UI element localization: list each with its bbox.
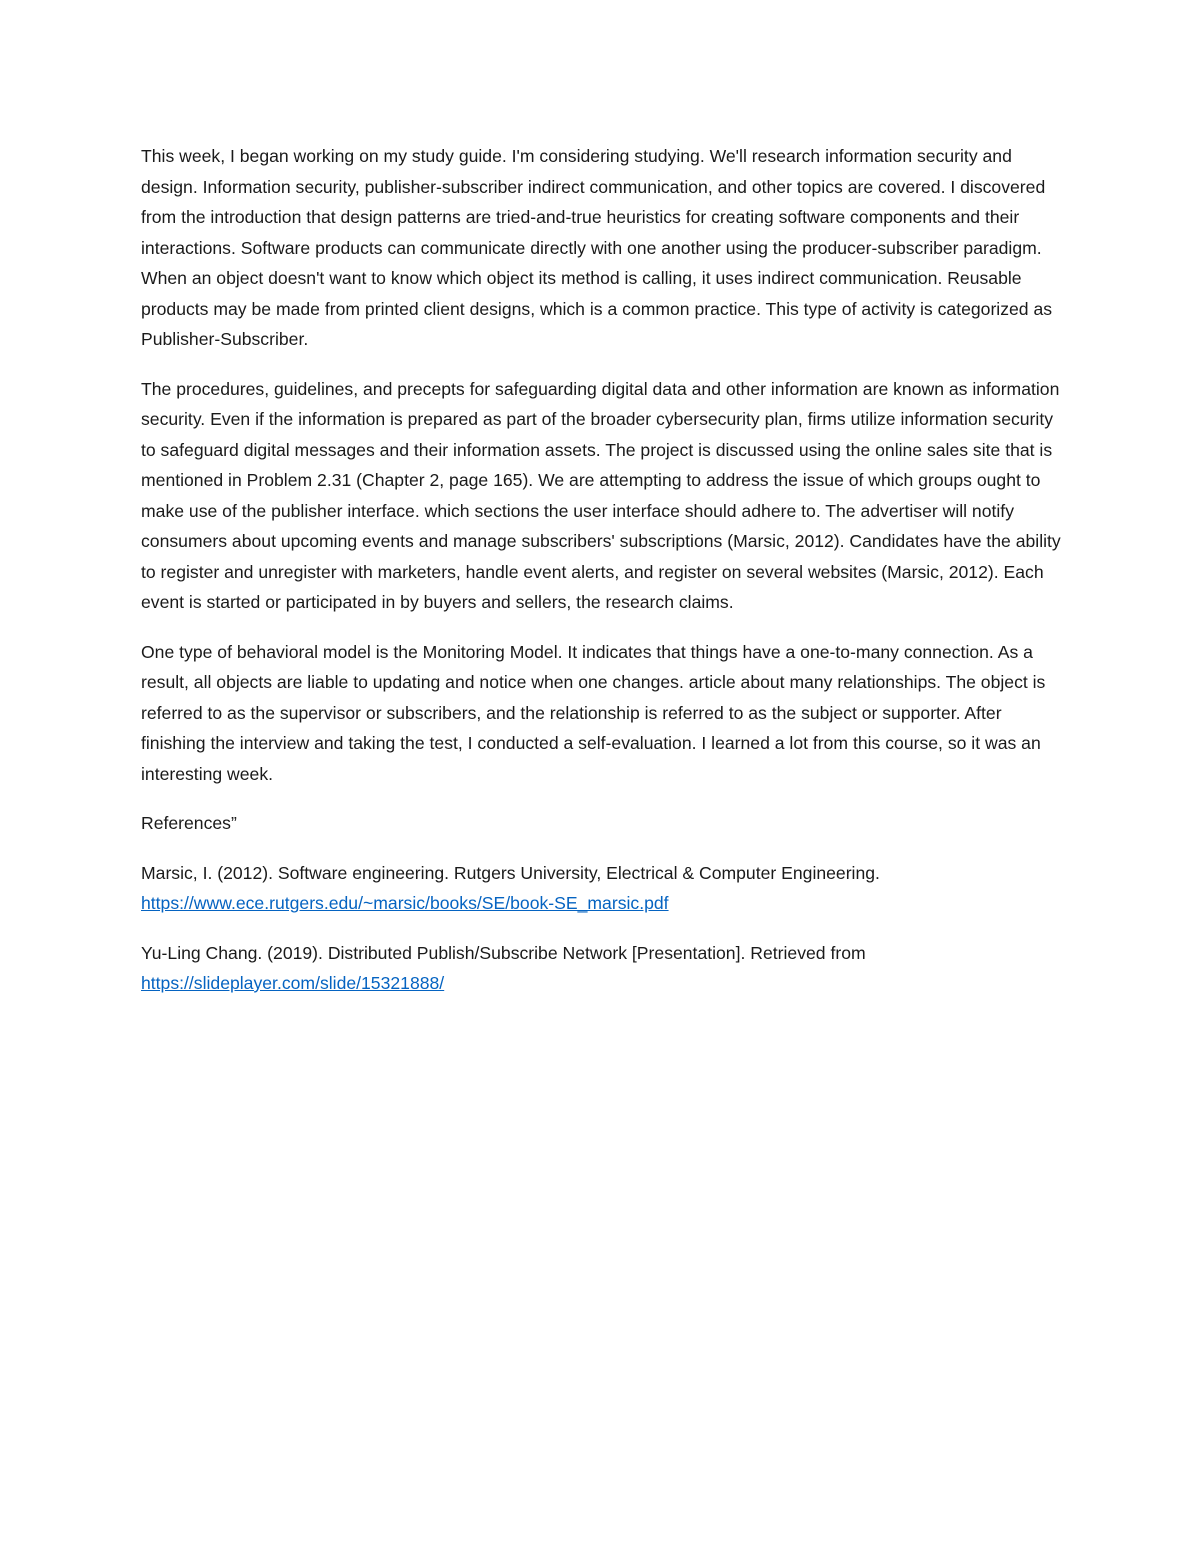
reference-entry-2 (141, 938, 1061, 999)
reference-link-1[interactable]: https://www.ece.rutgers.edu/~marsic/books/SE/book-SE_marsic.pdf (141, 893, 669, 913)
body-paragraph-1: This week, I began working on my study guide. I'm considering studying. We'll research information security and design. Information security, publisher-subscriber indirect communication, and other topics are covered. I discovered from the introduction that design patterns are tried-and-true heuristics for creating software components and their interactions. Software products can communicate directly with one another using the producer-subscriber paradigm. When an object doesn't want to know which object its method is calling, it uses indirect communication. Reusable products may be made from printed client designs, which is a common practice. This type of activity is categorized as Publisher-Subscriber. (141, 146, 1053, 349)
references-heading: References” (141, 813, 237, 833)
reference-entry-1 (141, 858, 1061, 919)
body-paragraph-3: One type of behavioral model is the Monitoring Model. It indicates that things have a one-to-many connection. As a result, all objects are liable to updating and notice when one changes. article about many relationships. The object is referred to as the supervisor or subscribers, and the relationship is referred to as the subject or supporter. After finishing the interview and taking the test, I conducted a self-evaluation. I learned a lot from this course, so it was an interesting week. (141, 641, 1046, 784)
body-paragraph-2: The procedures, guidelines, and precepts for safeguarding digital data and other information are known as information security. Even if the information is prepared as part of the broader cybersecurity plan, firms utilize information security to safeguard digital messages and their information assets. The project is discussed using the online sales site that is mentioned in Problem 2.31 (Chapter 2, page 165). We are attempting to address the issue of which groups ought to make use of the publisher interface. which sections the user interface should adhere to. The advertiser will notify consumers about upcoming events and manage subscribers' subscriptions (Marsic, 2012). Candidates have the ability to register and unregister with marketers, handle event alerts, and register on several websites (Marsic, 2012). Each event is started or participated in by buyers and sellers, the research claims. (141, 378, 1061, 612)
reference-text-1: Marsic, I. (2012). Software engineering. Rutgers University, Electrical & Computer Engineering. (141, 862, 880, 883)
reference-link-2[interactable]: https://slideplayer.com/slide/15321888/ (141, 973, 445, 993)
reference-text-2: Yu-Ling Chang. (2019). Distributed Publish/Subscribe Network [Presentation]. Retrieved from (141, 942, 866, 963)
document-body (141, 141, 1061, 1018)
